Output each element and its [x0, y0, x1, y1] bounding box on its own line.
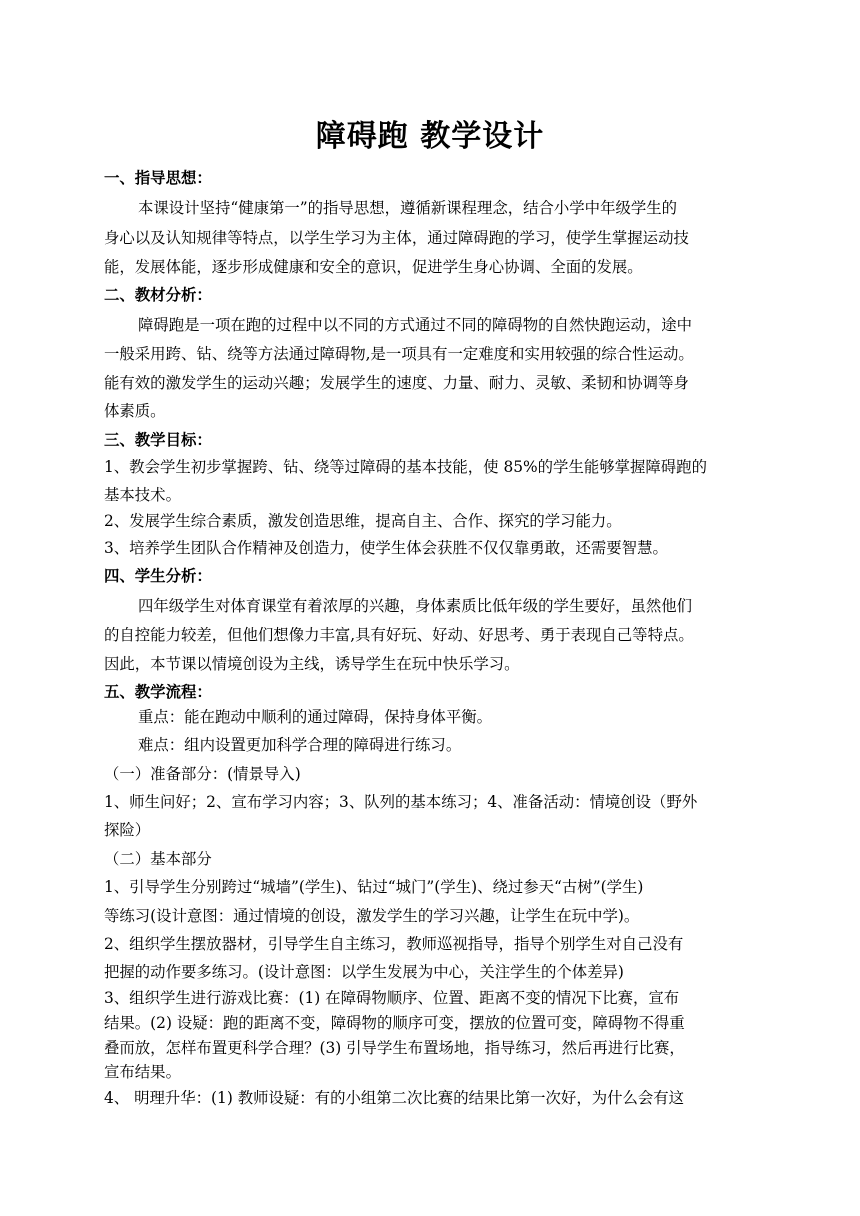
section-heading-material-analysis: 二、教材分析：: [104, 286, 212, 304]
paragraph-line: （一）准备部分：(情景导入): [104, 765, 301, 783]
paragraph-line: 等练习(设计意图：通过情境的创设，激发学生的学习兴趣，让学生在玩中学)。: [104, 907, 640, 925]
paragraph-line: 1、教会学生初步掌握跨、钻、绕等过障碍的基本技能，使 85%的学生能够掌握障碍跑的: [104, 458, 707, 476]
paragraph-line: 1、引导学生分别跨过“城墙”(学生)、钻过“城门”(学生)、绕过参天“古树”(学生): [104, 878, 644, 896]
paragraph-line: 2、组织学生摆放器材，引导学生自主练习，教师巡视指导，指导个别学生对自己没有: [104, 935, 684, 953]
section-heading-guiding-thought: 一、指导思想：: [104, 169, 212, 187]
paragraph-line: 难点：组内设置更加科学合理的障碍进行练习。: [138, 736, 462, 754]
paragraph-line: 本课设计坚持“健康第一”的指导思想，遵循新课程理念，结合小学中年级学生的: [138, 199, 678, 217]
paragraph-line: 3、培养学生团队合作精神及创造力，使学生体会获胜不仅仅靠勇敢，还需要智慧。: [104, 539, 668, 557]
paragraph-line: 4、 明理升华：(1) 教师设疑：有的小组第二次比赛的结果比第一次好，为什么会有这: [104, 1089, 685, 1107]
paragraph-line: 宣布结果。: [104, 1063, 181, 1081]
paragraph-line: 的自控能力较差，但他们想像力丰富,具有好玩、好动、好思考、勇于表现自己等特点。: [104, 626, 694, 644]
section-heading-teaching-goals: 三、教学目标：: [104, 431, 212, 449]
paragraph-line: 障碍跑是一项在跑的过程中以不同的方式通过不同的障碍物的自然快跑运动，途中: [138, 316, 693, 334]
paragraph-line: （二）基本部分: [104, 850, 212, 868]
paragraph-line: 叠而放，怎样布置更科学合理？(3) 引导学生布置场地，指导练习，然后再进行比赛，: [104, 1039, 685, 1057]
paragraph-line: 2、发展学生综合素质，激发创造思维，提高自主、合作、探究的学习能力。: [104, 512, 622, 530]
paragraph-line: 重点：能在跑动中顺利的通过障碍，保持身体平衡。: [138, 708, 492, 726]
paragraph-line: 探险）: [104, 821, 151, 839]
paragraph-line: 3、组织学生进行游戏比赛：(1) 在障碍物顺序、位置、距离不变的情况下比赛，宣布: [104, 989, 680, 1007]
paragraph-line: 能，发展体能，逐步形成健康和安全的意识，促进学生身心协调、全面的发展。: [104, 258, 643, 276]
paragraph-line: 能有效的激发学生的运动兴趣；发展学生的速度、力量、耐力、灵敏、柔韧和协调等身: [104, 374, 689, 392]
section-heading-teaching-process: 五、教学流程：: [104, 683, 212, 701]
paragraph-line: 基本技术。: [104, 486, 181, 504]
paragraph-line: 一般采用跨、钻、绕等方法通过障碍物,是一项具有一定难度和实用较强的综合性运动。: [104, 345, 694, 363]
paragraph-line: 体素质。: [104, 402, 166, 420]
paragraph-line: 1、师生问好；2、宣布学习内容；3、队列的基本练习；4、准备活动：情境创设（野外: [104, 793, 698, 811]
paragraph-line: 把握的动作要多练习。(设计意图：以学生发展为中心，关注学生的个体差异): [104, 963, 624, 981]
paragraph-line: 因此，本节课以情境创设为主线，诱导学生在玩中快乐学习。: [104, 655, 520, 673]
document-title: 障碍跑 教学设计: [315, 119, 545, 154]
section-heading-student-analysis: 四、学生分析：: [104, 567, 212, 585]
paragraph-line: 四年级学生对体育课堂有着浓厚的兴趣，身体素质比低年级的学生要好，虽然他们: [138, 597, 693, 615]
paragraph-line: 身心以及认知规律等特点，以学生学习为主体，通过障碍跑的学习，使学生掌握运动技: [104, 229, 689, 247]
paragraph-line: 结果。(2) 设疑：跑的距离不变，障碍物的顺序可变，摆放的位置可变，障碍物不得重: [104, 1014, 685, 1032]
